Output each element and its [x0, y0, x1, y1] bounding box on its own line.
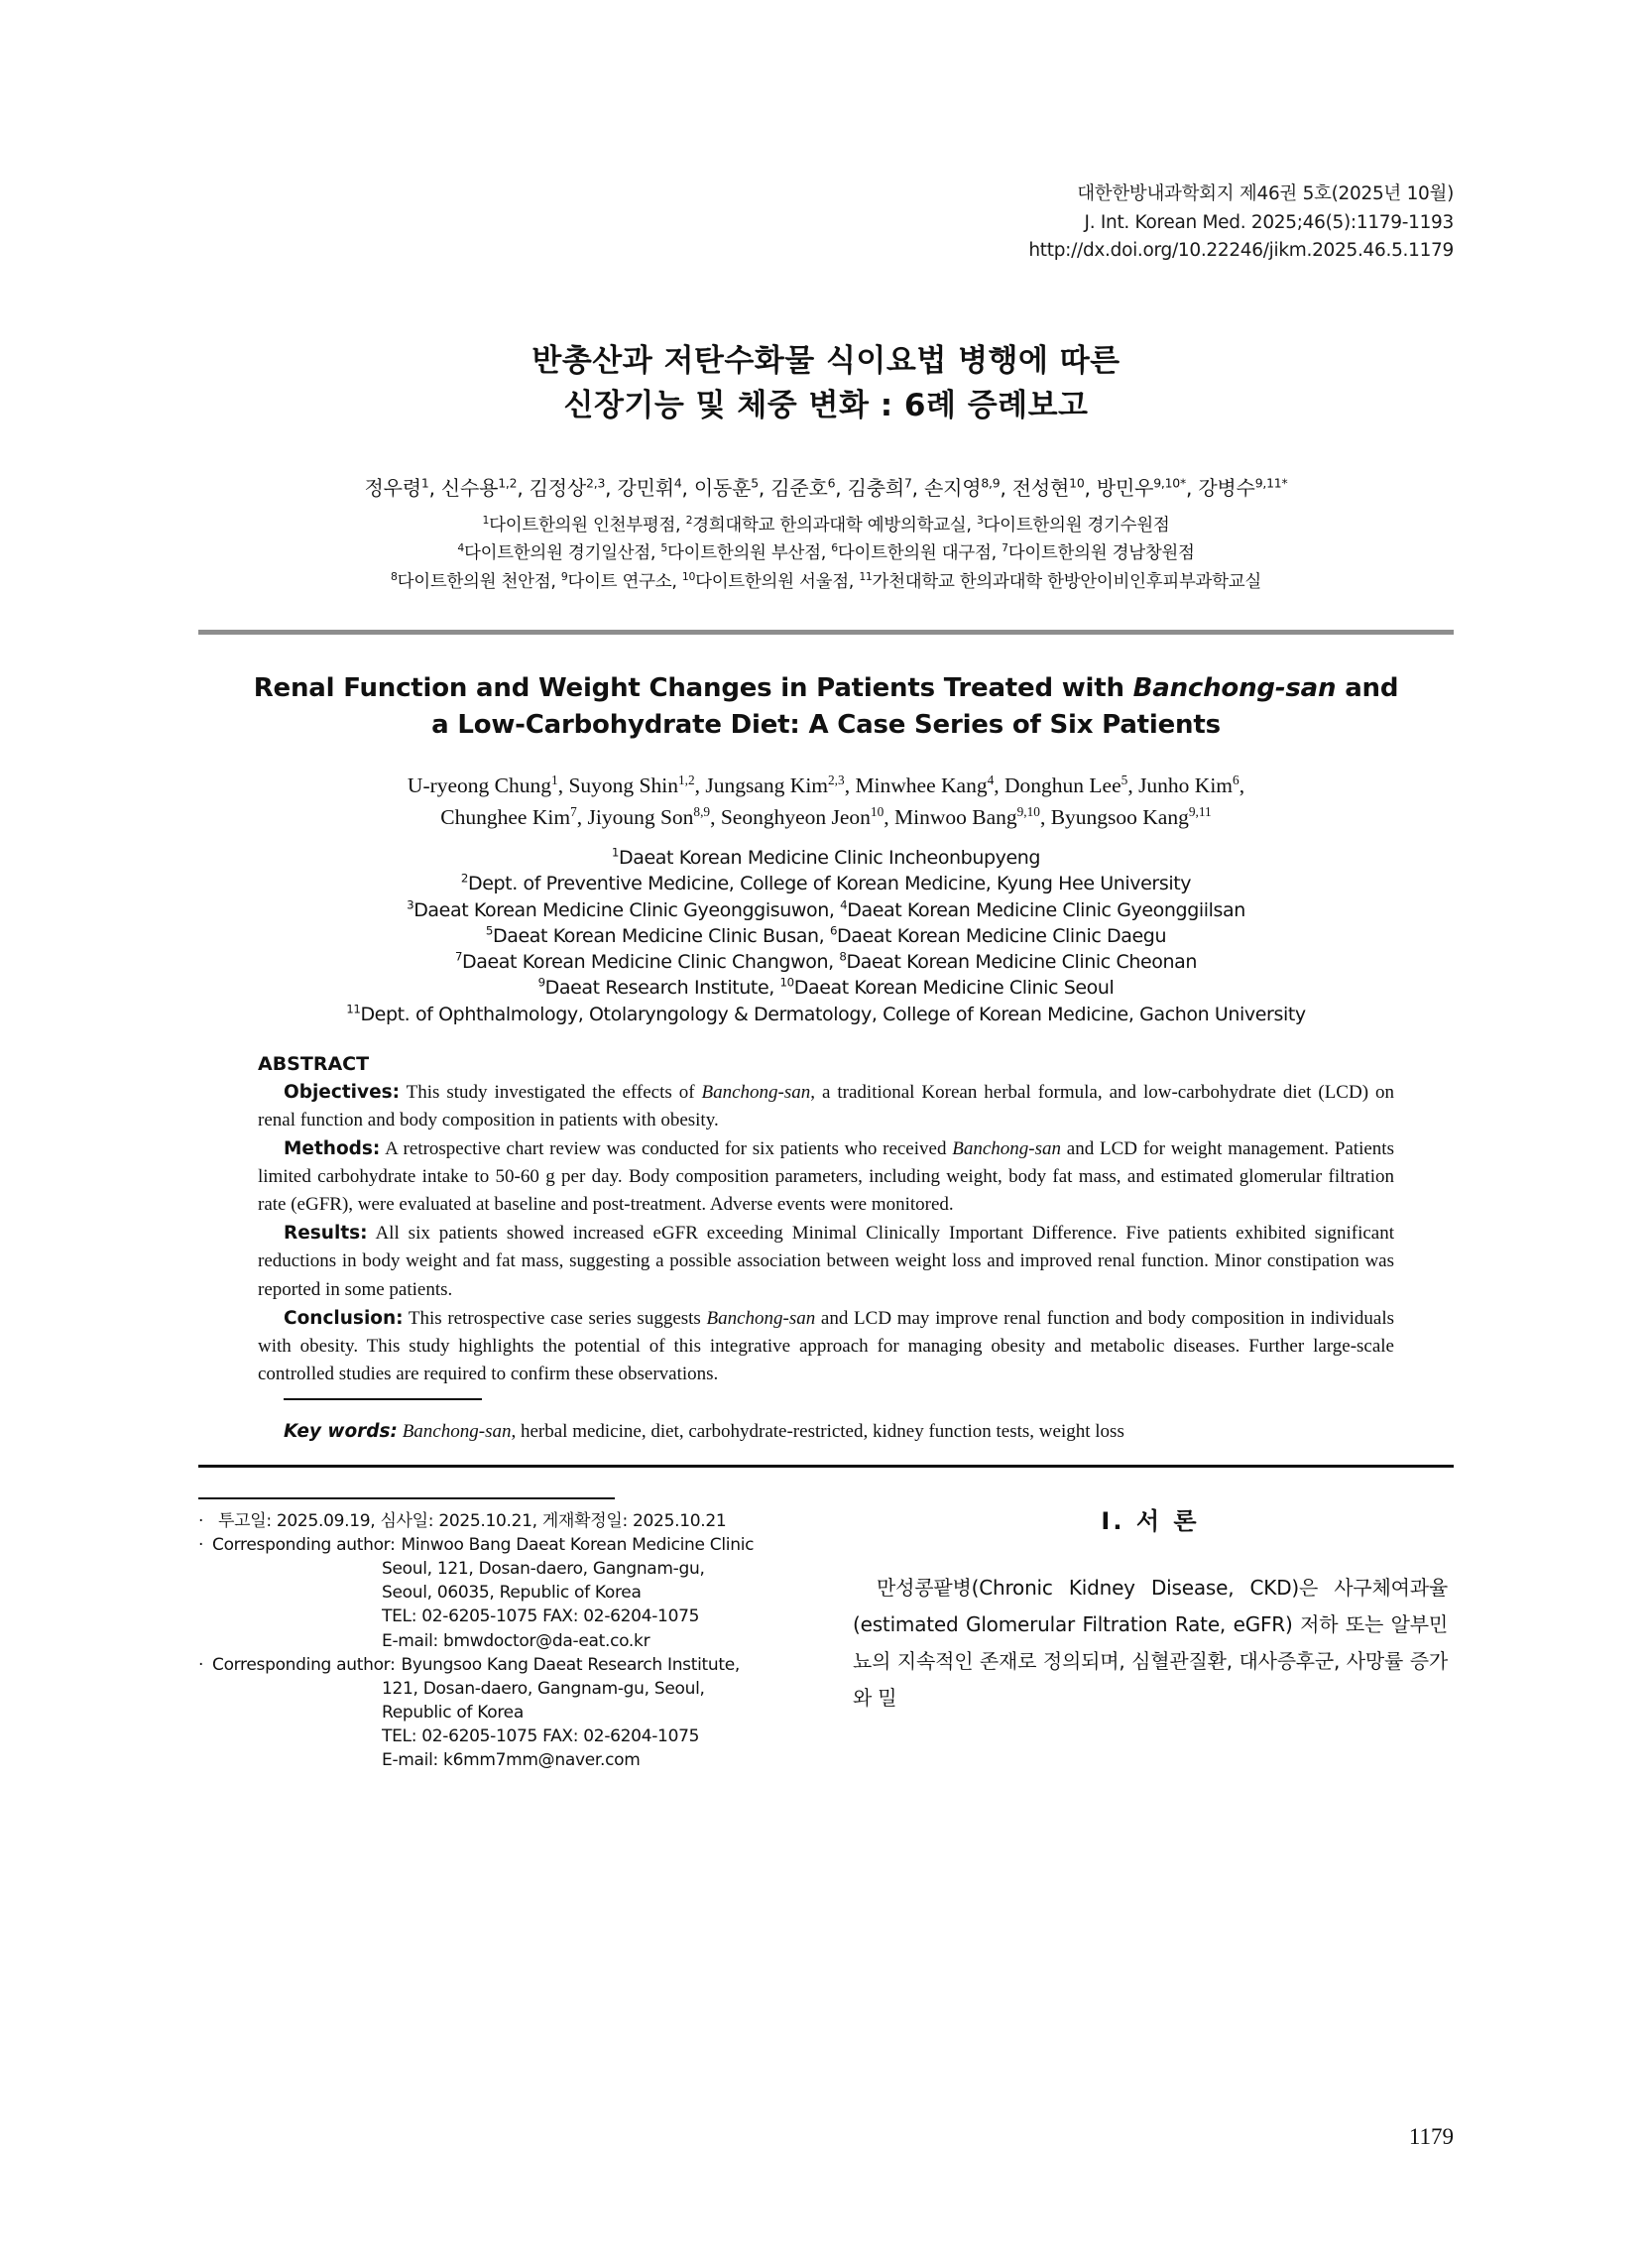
keywords-line: [258, 1414, 1394, 1443]
corresponding-author-2: [198, 1653, 793, 1677]
abstract-methods-italic: Banchong-san: [952, 1137, 1062, 1159]
korean-affiliations: [198, 512, 1454, 596]
abstract-section: [258, 1053, 1394, 1443]
korean-affiliation-line-1: $^1$다이트한의원 인천부평점, $^2$경희대학교 한의과대학 예방의학교실, $^3$다이트한의원 경기수원점: [482, 514, 1170, 535]
corr1-email: E-mail: bmwdoctor@da-eat.co.kr: [382, 1630, 650, 1651]
corresponding-author-2-details: [382, 1677, 793, 1773]
english-title-part-a: Renal Function and Weight Changes in Patients Treated with: [253, 672, 1133, 703]
english-affiliations: [198, 845, 1454, 1027]
abstract-conclusion-italic: Banchong-san: [706, 1307, 816, 1329]
corr2-phone: TEL: 02-6205-1075 FAX: 02-6204-1075: [382, 1726, 700, 1747]
keywords-label: Key words:: [284, 1420, 398, 1442]
korean-affiliation-line-3: $^8$다이트한의원 천안점, $^9$다이트 연구소, $^{10}$다이트한의원 서울점, $^{11}$가천대학교 한의과대학 한방안이비인후피부과학교실: [391, 569, 1261, 592]
corresponding-author-1-label: Corresponding author:: [212, 1535, 396, 1556]
corr2-address-line-2: Republic of Korea: [382, 1702, 524, 1723]
abstract-objectives: [258, 1079, 1394, 1134]
introduction-paragraph: 만성콩팥병(Chronic Kidney Disease, CKD)은 사구체여과율(estimated Glomerular Filtration Rate, eGFR) 저하 또는 알부민뇨의 지속적인 존재로 정의되며, 심혈관질환, 대사증후군, 사망률 증가와 밀: [853, 1575, 1448, 1710]
journal-doi: http://dx.doi.org/10.22246/jikm.2025.46.5.1179: [1028, 240, 1454, 262]
abstract-conclusion-text-a: This retrospective case series suggests: [403, 1307, 707, 1329]
english-title: [198, 670, 1454, 744]
corresponding-author-2-name: Byungsoo Kang Daeat Research Institute,: [401, 1654, 740, 1675]
corresponding-author-1-name: Minwoo Bang Daeat Korean Medicine Clinic: [401, 1535, 755, 1556]
corr1-address-line-2: Seoul, 06035, Republic of Korea: [382, 1583, 642, 1604]
corr1-phone: TEL: 02-6205-1075 FAX: 02-6204-1075: [382, 1606, 700, 1627]
bullet-icon: ·: [198, 1535, 204, 1556]
keywords-italic: Banchong-san: [402, 1420, 512, 1442]
keywords-divider: [284, 1398, 482, 1400]
section-title-introduction: Ⅰ. 서 론: [1101, 1506, 1200, 1535]
footnote-column: [198, 1497, 793, 1772]
english-authors: [198, 770, 1454, 834]
english-affiliation-line-2: $^2$Dept. of Preventive Medicine, College of Korean Medicine, Kyung Hee University: [460, 872, 1192, 895]
korean-title: [198, 339, 1454, 428]
korean-title-line-1: 반총산과 저탄수화물 식이요법 병행에 따른: [531, 343, 1121, 380]
english-affiliation-line-4: $^5$Daeat Korean Medicine Clinic Busan, $^6$Daeat Korean Medicine Clinic Daegu: [485, 923, 1167, 947]
english-affiliation-line-6: $^9$Daeat Research Institute, $^{10}$Daeat Korean Medicine Clinic Seoul: [537, 976, 1115, 1000]
journal-header: [198, 0, 1454, 266]
corr2-address-line-1: 121, Dosan-daero, Gangnam-gu, Seoul,: [382, 1678, 705, 1699]
bullet-icon: ·: [198, 1654, 204, 1675]
lower-columns: [198, 1497, 1454, 1772]
english-title-italic: Banchong-san: [1132, 672, 1337, 703]
abstract-methods: [258, 1135, 1394, 1219]
english-affiliation-line-3: $^3$Daeat Korean Medicine Clinic Gyeonggisuwon, $^4$Daeat Korean Medicine Clinic Gyeonggiilsan: [407, 897, 1245, 921]
corr2-email: E-mail: k6mm7mm@naver.com: [382, 1750, 641, 1771]
abstract-methods-label: Methods:: [284, 1137, 381, 1159]
page-number: 1179: [1408, 2124, 1454, 2149]
abstract-results-label: Results:: [284, 1223, 368, 1245]
abstract-bottom-divider: [198, 1465, 1454, 1468]
english-affiliation-line-1: $^1$Daeat Korean Medicine Clinic Incheonbupyeng: [611, 845, 1041, 870]
abstract-results-text: All six patients showed increased eGFR exceeding Minimal Clinically Important Difference. Five patients exhibited significant reductions in body weight and fat mass, suggesting a possible association between weight loss and improved renal function. Minor constipation was reported in some patients.: [258, 1223, 1394, 1300]
abstract-objectives-text-b: , a traditional Korean herbal formula, and low-carbohydrate diet (LCD) on renal function and body composition in patients with obesity.: [258, 1081, 1394, 1130]
english-authors-line-1: U-ryeong Chung$^1$, Suyong Shin$^{1,2}$, Jungsang Kim$^{2,3}$, Minwhee Kang$^4$, Donghun Lee$^5$, Junho Kim$^6$,: [407, 772, 1245, 797]
corresponding-author-2-label: Corresponding author:: [212, 1654, 396, 1675]
english-affiliation-line-5: $^7$Daeat Korean Medicine Clinic Changwon, $^8$Daeat Korean Medicine Clinic Cheonan: [454, 949, 1198, 974]
abstract-conclusion: [258, 1305, 1394, 1388]
introduction-column: [853, 1497, 1448, 1772]
english-title-line-2: a Low-Carbohydrate Diet: A Case Series of Six Patients: [431, 709, 1221, 740]
abstract-methods-text-b: and LCD for weight management. Patients limited carbohydrate intake to 50-60 g per day. Body composition parameters, including weight, body fat mass, and estimated glomerular filtration rate (eGFR), were evaluated at baseline and post-treatment. Adverse events were monitored.: [258, 1137, 1394, 1216]
english-title-part-b: and: [1336, 672, 1399, 703]
abstract-objectives-text-a: This study investigated the effects of: [400, 1081, 702, 1103]
journal-header-line-1: 대한한방내과학회지 제46권 5호(2025년 10월): [1077, 183, 1454, 204]
abstract-methods-text-a: A retrospective chart review was conducted for six patients who received: [380, 1137, 953, 1159]
corresponding-author-1-details: [382, 1557, 793, 1653]
abstract-heading: ABSTRACT: [258, 1052, 370, 1075]
abstract-conclusion-label: Conclusion:: [284, 1307, 404, 1329]
english-title-line-1: [198, 670, 1454, 707]
header-divider: [198, 630, 1454, 635]
journal-header-line-2: J. Int. Korean Med. 2025;46(5):1179-1193: [1084, 211, 1454, 233]
submission-dates-text: 투고일: 2025.09.19, 심사일: 2025.10.21, 게재확정일: 2025.10.21: [218, 1510, 727, 1531]
english-authors-line-2: Chunghee Kim$^7$, Jiyoung Son$^{8,9}$, Seonghyeon Jeon$^{10}$, Minwoo Bang$^{9,10}$, Byungsoo Kang$^{9,11}$: [440, 803, 1212, 829]
corresponding-author-1: [198, 1533, 793, 1557]
english-affiliation-line-7: $^{11}$Dept. of Ophthalmology, Otolaryngology & Dermatology, College of Korean Medicine, Gachon University: [346, 1002, 1306, 1025]
korean-authors: 정우령$^1$, 신수용$^{1,2}$, 김정상$^{2,3}$, 강민휘$^4$, 이동훈$^5$, 김준호$^6$, 김충희$^7$, 손지영$^{8,9}$, 전성현$^{10}$, 방민우$^{9,10*}$, 강병수$^{9,11*}$: [364, 475, 1288, 500]
bullet-icon: ·: [198, 1510, 204, 1531]
abstract-results: [258, 1220, 1394, 1303]
keywords-text: , herbal medicine, diet, carbohydrate-restricted, kidney function tests, weight loss: [511, 1420, 1124, 1442]
abstract-conclusion-text-b: and LCD may improve renal function and body composition in individuals with obesity. This study highlights the potential of this integrative approach for managing obesity and metabolic diseases. Further large-scale controlled studies are required to confirm these observations.: [258, 1307, 1394, 1384]
abstract-objectives-italic: Banchong-san: [701, 1081, 811, 1103]
korean-title-line-2: 신장기능 및 체중 변화 : 6례 증례보고: [563, 387, 1089, 423]
korean-affiliation-line-2: $^4$다이트한의원 경기일산점, $^5$다이트한의원 부산점, $^6$다이트한의원 대구점, $^7$다이트한의원 경남창원점: [457, 541, 1195, 564]
abstract-objectives-label: Objectives:: [284, 1081, 401, 1103]
footnote-divider: [198, 1497, 615, 1499]
corr1-address-line-1: Seoul, 121, Dosan-daero, Gangnam-gu,: [382, 1559, 705, 1580]
submission-dates: [198, 1509, 793, 1533]
